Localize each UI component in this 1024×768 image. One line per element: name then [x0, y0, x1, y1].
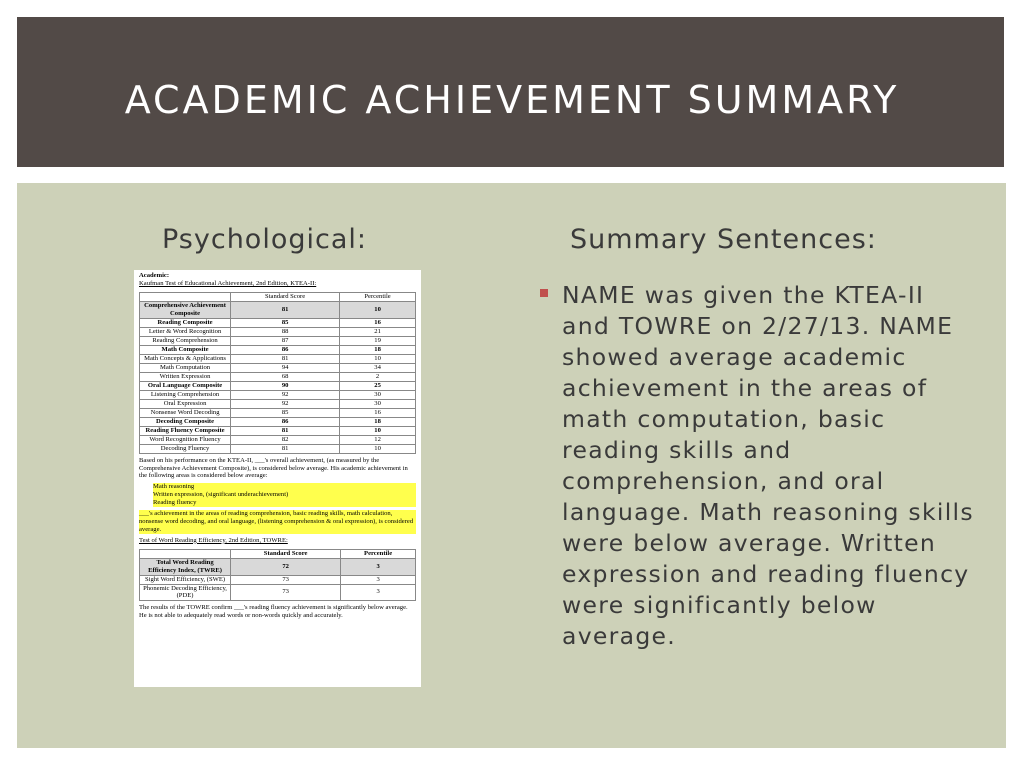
slide-title: ACADEMIC ACHIEVEMENT SUMMARY — [124, 78, 900, 122]
doc-paragraph: Based on his performance on the KTEA-II, ___'s overall achievement, (as measured by the Comprehensive Achievement Composite), is considered below average. His academic achievement in the following areas is considered below average: — [139, 456, 408, 480]
table-row: Sight Word Efficiency, (SWE) 73 3 — [140, 575, 416, 584]
doc-paragraph: The results of the TOWRE confirm ___'s reading fluency achievement is significantly below average. He is not able to adequately read words or non-words quickly and accurately. — [139, 604, 408, 620]
table-row: Decoding Composite 86 18 — [140, 417, 416, 426]
table-row: Reading Composite 85 16 — [140, 318, 416, 327]
table-row: Decoding Fluency 81 10 — [140, 444, 416, 453]
doc-bullet: Written expression, (significant underachievement) — [153, 491, 416, 499]
table-row: Reading Comprehension 87 19 — [140, 336, 416, 345]
table-row: Nonsense Word Decoding 85 16 — [140, 408, 416, 417]
col-pct: Percentile — [340, 292, 416, 301]
table-row: Reading Fluency Composite 81 10 — [140, 426, 416, 435]
col-score: Standard Score — [231, 292, 340, 301]
table-row: Total Word Reading Efficiency Index, (TWRE) 72 3 — [140, 558, 416, 575]
towre-title: Test of Word Reading Efficiency, 2nd Edition, TOWRE: — [139, 536, 288, 544]
table-row: Math Composite 86 18 — [140, 345, 416, 354]
col-pct: Percentile — [341, 549, 416, 558]
doc-heading: Academic: — [139, 272, 170, 279]
table-row: Math Concepts & Applications 81 10 — [140, 354, 416, 363]
doc-paragraph: ___'s achievement in the areas of reading comprehension, basic reading skills, math calculation, nonsense word decoding, and oral language, (listening comprehension & oral expression), is considered average. — [139, 510, 416, 534]
ktea-table — [139, 292, 416, 454]
doc-bullet: Math reasoning — [153, 483, 416, 491]
table-row: Letter & Word Recognition 88 21 — [140, 327, 416, 336]
summary-sentence: NAME was given the KTEA-II and TOWRE on 2/27/13. NAME showed average academic achievement in the areas of math computation, basic reading skills and comprehension, and oral language. Math reasoning skills were below average. Written expression and reading fluency were significantly below average. — [562, 281, 974, 650]
doc-bullet: Reading fluency — [153, 499, 416, 507]
square-bullet-icon — [540, 289, 548, 297]
towre-table — [139, 549, 416, 602]
table-row: Oral Language Composite 90 25 — [140, 381, 416, 390]
left-heading: Psychological: — [162, 224, 367, 255]
ktea-title: Kaufman Test of Educational Achievement, 2nd Edition, KTEA-II: — [139, 279, 317, 287]
right-heading: Summary Sentences: — [570, 224, 877, 255]
table-row: Written Expression 68 2 — [140, 372, 416, 381]
report-image — [134, 270, 421, 687]
table-row: Phonemic Decoding Efficiency, (PDE) 73 3 — [140, 584, 416, 601]
table-row: Comprehensive Achievement Composite 81 10 — [140, 301, 416, 318]
summary-bullets — [540, 280, 980, 652]
table-row: Word Recognition Fluency 82 12 — [140, 435, 416, 444]
col-score: Standard Score — [231, 549, 341, 558]
table-row: Oral Expression 92 30 — [140, 399, 416, 408]
table-row: Math Computation 94 34 — [140, 363, 416, 372]
table-row: Listening Comprehension 92 30 — [140, 390, 416, 399]
